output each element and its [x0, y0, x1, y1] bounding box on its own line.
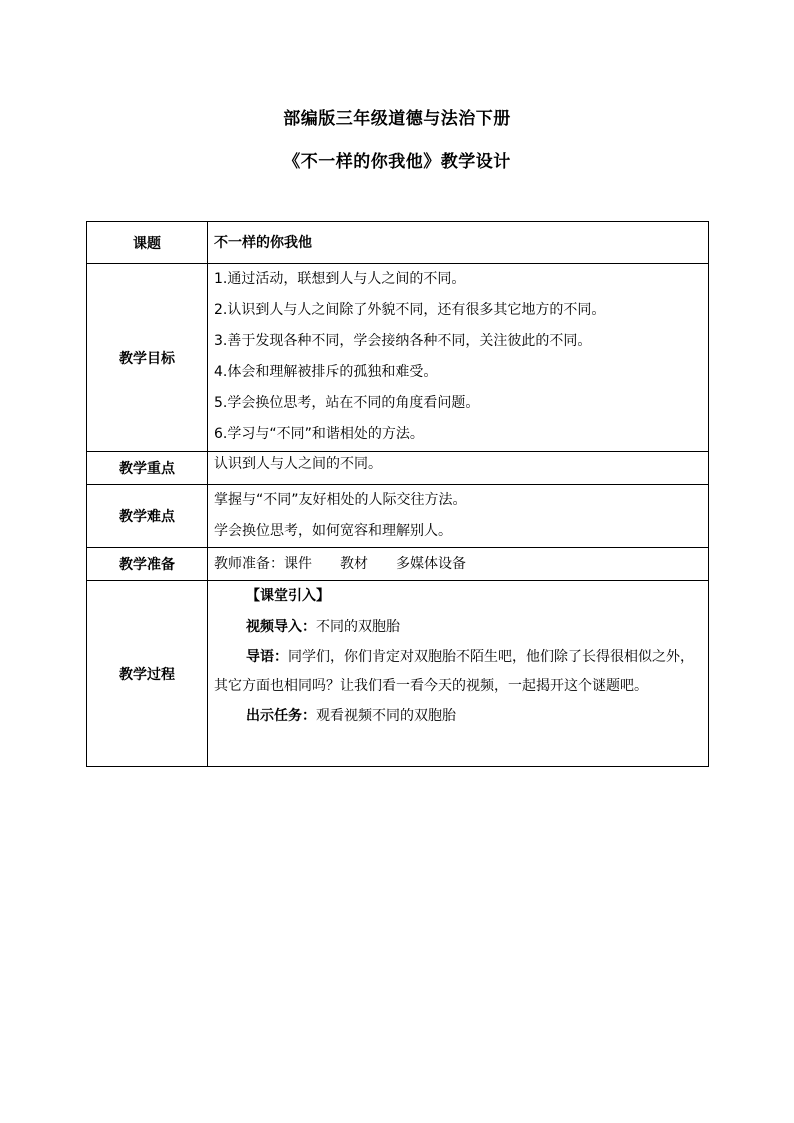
process-label: 教学过程 [87, 581, 208, 767]
task [214, 701, 702, 732]
process-section-heading: 【课堂引入】 [246, 588, 330, 604]
intro-label: 导语： [246, 649, 288, 665]
preparation-value: 教师准备：课件 教材 多媒体设备 [214, 556, 466, 572]
process-row [87, 581, 709, 767]
objectives-label: 教学目标 [87, 264, 208, 452]
objective-item: 4.体会和理解被排斥的孤独和难受。 [214, 364, 438, 380]
objective-item: 6.学习与“不同”和谐相处的方法。 [214, 426, 424, 442]
objective-item: 1.通过活动，联想到人与人之间的不同。 [214, 271, 466, 287]
task-text: 观看视频不同的双胞胎 [316, 708, 456, 724]
key-point-value: 认识到人与人之间的不同。 [214, 456, 382, 472]
difficulty-item: 学会换位思考，如何宽容和理解别人。 [214, 523, 452, 539]
preparation-label: 教学准备 [87, 548, 208, 581]
video-intro [214, 612, 702, 643]
difficulty-row [87, 485, 709, 548]
lesson-plan-table [86, 221, 709, 767]
topic-row [87, 222, 709, 264]
document-subtitle: 《不一样的你我他》教学设计 [283, 152, 511, 172]
difficulty-label: 教学难点 [87, 485, 208, 548]
document-title: 部编版三年级道德与法治下册 [283, 109, 511, 129]
intro-paragraph [214, 643, 702, 701]
video-intro-label: 视频导入： [246, 619, 316, 635]
preparation-row [87, 548, 709, 581]
objective-item: 3.善于发现各种不同，学会接纳各种不同，关注彼此的不同。 [214, 333, 592, 349]
video-intro-text: 不同的双胞胎 [316, 619, 400, 635]
difficulty-item: 掌握与“不同”友好相处的人际交往方法。 [214, 492, 467, 508]
objectives-row [87, 264, 709, 452]
objective-item: 5.学会换位思考，站在不同的角度看问题。 [214, 395, 480, 411]
topic-value: 不一样的你我他 [214, 234, 312, 251]
task-label: 出示任务： [246, 708, 316, 724]
intro-text: 同学们，你们肯定对双胞胎不陌生吧，他们除了长得很相似之外，其它方面也相同吗？让我们看一看今天的视频，一起揭开这个谜题吧。 [214, 649, 694, 694]
objective-item: 2.认识到人与人之间除了外貌不同，还有很多其它地方的不同。 [214, 302, 606, 318]
key-point-row [87, 452, 709, 485]
topic-label: 课题 [87, 222, 208, 264]
key-point-label: 教学重点 [87, 452, 208, 485]
